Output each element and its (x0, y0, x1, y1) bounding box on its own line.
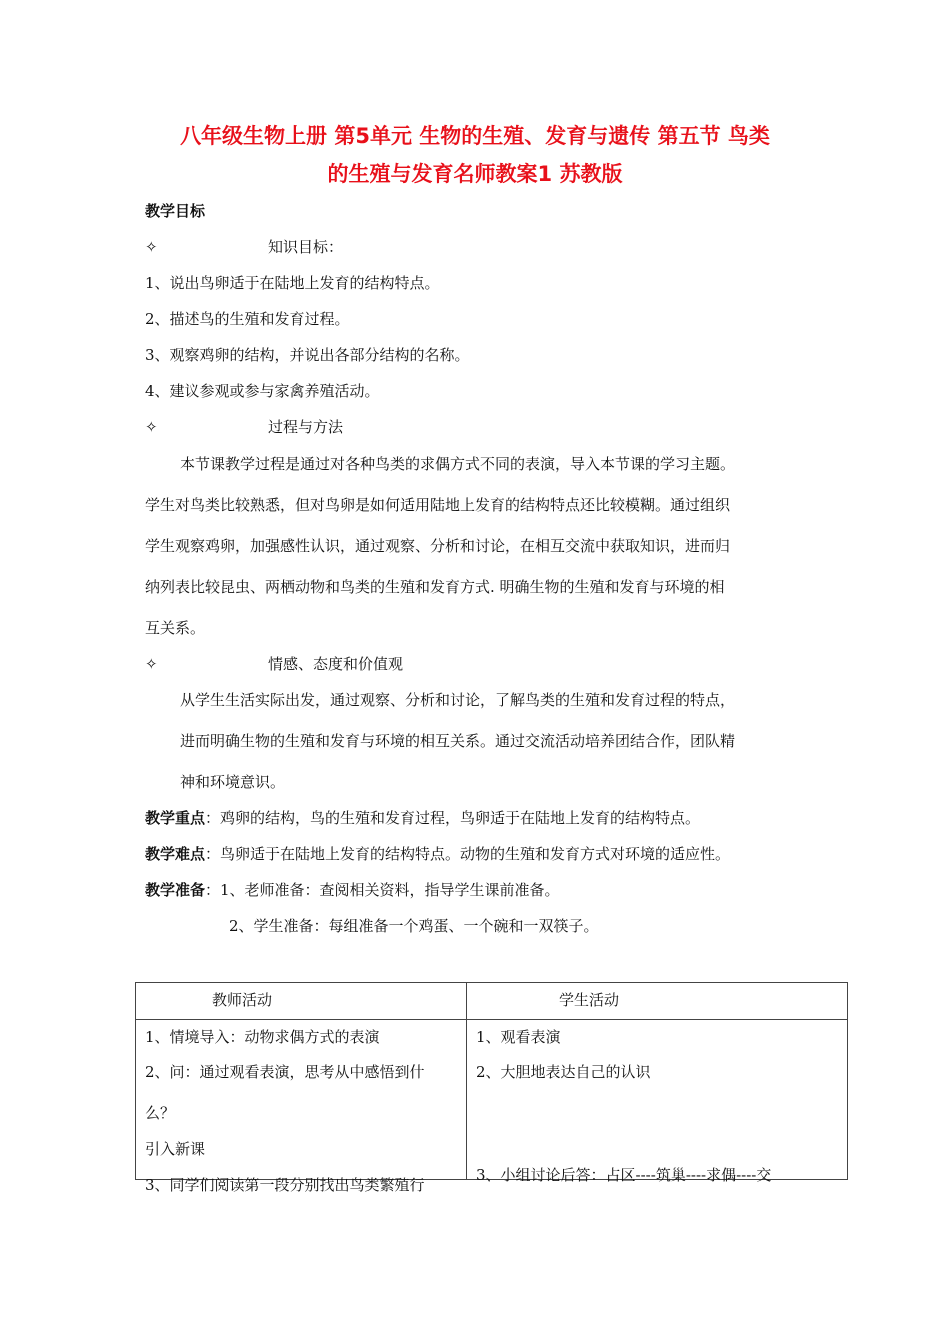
difficulties-text: ：鸟卵适于在陆地上发育的结构特点。动物的生殖和发育方式对环境的适应性。 (205, 845, 731, 863)
student-activity-cell (467, 1020, 848, 1184)
process-paragraph-line-5: 互关系。 (145, 619, 206, 637)
preparation-label: 教学准备 (145, 881, 206, 899)
process-paragraph-line-3: 学生观察鸡卵，加强感性认识，通过观察、分析和讨论，在相互交流中获取知识，进而归 (145, 537, 731, 555)
teacher-activity-line: 么？ (145, 1104, 176, 1122)
knowledge-item-4: 4、建议参观或参与家禽养殖活动。 (145, 382, 380, 400)
diamond-bullet-icon: ✧ (145, 238, 158, 256)
emotion-paragraph-line-3: 神和环境意识。 (180, 773, 286, 791)
process-paragraph-line-1: 本节课教学过程是通过对各种鸟类的求偶方式不同的表演，导入本节课的学习主题。 (180, 455, 736, 473)
objectives-heading: 教学目标 (145, 202, 206, 220)
teacher-activity-cell (136, 1020, 467, 1194)
teacher-activity-line: 1、情境导入：动物求偶方式的表演 (145, 1028, 380, 1046)
knowledge-item-1: 1、说出鸟卵适于在陆地上发育的结构特点。 (145, 274, 440, 292)
knowledge-item-2: 2、描述鸟的生殖和发育过程。 (145, 310, 350, 328)
document-title-line-1: 八年级生物上册 第5单元 生物的生殖、发育与遗传 第五节 鸟类 (180, 124, 770, 148)
teacher-activity-line: 引入新课 (145, 1140, 206, 1158)
knowledge-item-3: 3、观察鸡卵的结构，并说出各部分结构的名称。 (145, 346, 470, 364)
difficulties-label: 教学难点 (145, 845, 206, 863)
student-activity-line: 3、小组讨论后答：占区----筑巢----求偶----交 (476, 1166, 772, 1184)
process-paragraph-line-2: 学生对鸟类比较熟悉，但对鸟卵是如何适用陆地上发育的结构特点还比较模糊。通过组织 (145, 496, 731, 514)
key-points-text: ：鸡卵的结构，鸟的生殖和发育过程，鸟卵适于在陆地上发育的结构特点。 (205, 809, 701, 827)
process-paragraph-line-4: 纳列表比较昆虫、两栖动物和鸟类的生殖和发育方式. 明确生物的生殖和发育与环境的相 (145, 578, 725, 596)
student-activity-line: 2、大胆地表达自己的认识 (476, 1063, 651, 1081)
table-header-cell (136, 983, 467, 1020)
difficulties-line (145, 843, 730, 865)
teacher-activity-line: 3、同学们阅读第一段分别找出鸟类繁殖行 (145, 1176, 425, 1194)
diamond-bullet-icon: ✧ (145, 655, 158, 673)
diamond-bullet-icon: ✧ (145, 418, 158, 436)
process-methods-label: 过程与方法 (268, 418, 344, 436)
activity-table (135, 982, 848, 1194)
preparation-teacher-text: ：1、老师准备：查阅相关资料，指导学生课前准备。 (205, 881, 560, 899)
emotion-paragraph-line-2: 进而明确生物的生殖和发育与环境的相互关系。通过交流活动培养团结合作，团队精 (180, 732, 736, 750)
document-title-line-2: 的生殖与发育名师教案1 苏教版 (327, 162, 623, 186)
knowledge-objectives-label: 知识目标： (268, 238, 344, 256)
teacher-activity-header: 教师活动 (212, 991, 273, 1009)
key-points-label: 教学重点 (145, 809, 206, 827)
key-points-line (145, 807, 700, 829)
emotion-values-label: 情感、态度和价值观 (268, 655, 404, 673)
table-header-row (136, 983, 848, 1020)
student-activity-header: 学生活动 (559, 991, 620, 1009)
teacher-activity-line: 2、问：通过观看表演，思考从中感悟到什 (145, 1063, 425, 1081)
preparation-line-1 (145, 879, 560, 901)
emotion-paragraph-line-1: 从学生生活实际出发，通过观察、分析和讨论，了解鸟类的生殖和发育过程的特点， (180, 691, 736, 709)
table-header-cell (467, 983, 848, 1020)
table-row (136, 1020, 848, 1180)
student-activity-line: 1、观看表演 (476, 1028, 561, 1046)
preparation-line-2: 2、学生准备：每组准备一个鸡蛋、一个碗和一双筷子。 (229, 917, 599, 935)
